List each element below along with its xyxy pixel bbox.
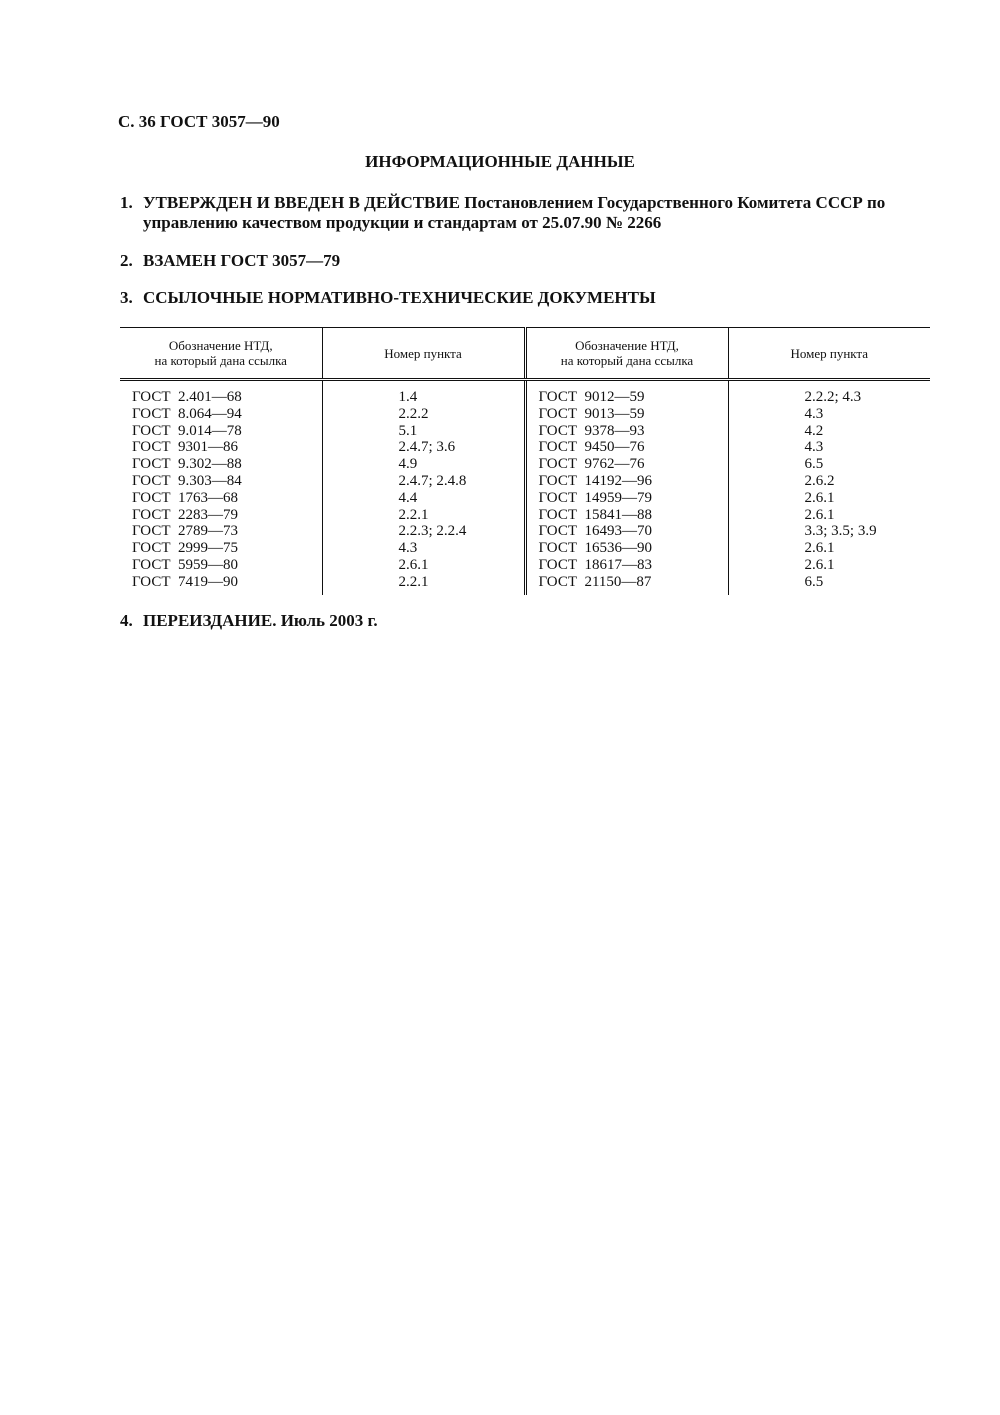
cell-clause: 2.6.2 [728,473,930,490]
cell-document: ГОСТ 9012—59 [525,380,728,406]
table-row [120,423,930,440]
item-text: Постановлением Государственного Комитета СССР по [459,193,886,212]
table-row [120,490,930,507]
item-heading: ССЫЛОЧНЫЕ НОРМАТИВНО-ТЕХНИЧЕСКИЕ ДОКУМЕНТЫ [143,288,656,307]
cell-document: ГОСТ 9378—93 [525,423,728,440]
table-row [120,507,930,524]
cell-clause: 2.4.7; 2.4.8 [322,473,525,490]
item-heading: ПЕРЕИЗДАНИЕ. [143,611,277,630]
item-number: 1. [120,193,133,212]
header-clause [728,328,930,380]
cell-document: ГОСТ 16493—70 [525,523,728,540]
cell-clause: 2.6.1 [728,557,930,574]
cell-clause: 2.2.1 [322,507,525,524]
item-approved [120,193,935,233]
cell-clause: 2.6.1 [322,557,525,574]
table-row [120,523,930,540]
document-title: ИНФОРМАЦИОННЫЕ ДАННЫЕ [365,152,635,171]
item-heading: ВЗАМЕН ГОСТ 3057—79 [143,251,341,270]
cell-clause: 4.2 [728,423,930,440]
table-row [120,406,930,423]
header-document-label: Обозначение НТД, на который дана ссылка [154,338,287,368]
cell-document: ГОСТ 9.014—78 [132,422,242,439]
cell-document: ГОСТ 21150—87 [525,574,728,595]
cell-clause: 2.2.2; 4.3 [728,380,930,406]
cell-document: ГОСТ 1763—68 [132,489,238,506]
cell-document: ГОСТ 7419—90 [132,573,238,590]
cell-document: ГОСТ 16536—90 [525,540,728,557]
cell-document: ГОСТ 9.302—88 [132,456,242,473]
references-table [120,327,930,595]
cell-document: ГОСТ 8.064—94 [132,405,242,422]
cell-clause: 4.3 [728,406,930,423]
table-header-row [120,328,930,380]
cell-clause: 4.9 [322,456,525,473]
cell-clause: 2.2.2 [322,406,525,423]
item-number: 4. [120,611,133,630]
header-document [120,328,322,380]
cell-document: ГОСТ 2.401—68 [132,389,242,405]
cell-clause: 2.6.1 [728,540,930,557]
item-text-continued: управлению качеством продукции и стандартам от 25.07.90 № 2266 [143,213,662,232]
cell-document: ГОСТ 2789—73 [132,523,238,540]
cell-clause: 2.2.1 [322,574,525,595]
table-row [120,380,930,406]
cell-document: ГОСТ 15841—88 [525,507,728,524]
cell-clause: 2.2.3; 2.2.4 [322,523,525,540]
item-replaces [120,251,935,271]
cell-document: ГОСТ 9762—76 [525,456,728,473]
page-header: С. 36 ГОСТ 3057—90 [118,112,280,131]
cell-document: ГОСТ 14192—96 [525,473,728,490]
item-heading: УТВЕРЖДЕН И ВВЕДЕН В ДЕЙСТВИЕ [143,193,460,212]
cell-document: ГОСТ 5959—80 [132,556,238,573]
cell-clause: 4.4 [322,490,525,507]
header-clause-label: Номер пункта [790,345,869,361]
cell-document: ГОСТ 9450—76 [525,439,728,456]
cell-clause: 1.4 [322,380,525,406]
cell-document: ГОСТ 9301—86 [132,439,238,456]
cell-clause: 6.5 [728,574,930,595]
table-body [120,380,930,595]
cell-clause: 4.3 [728,439,930,456]
table-row [120,456,930,473]
cell-document: ГОСТ 2283—79 [132,506,238,523]
item-reissue [120,611,935,631]
cell-document: ГОСТ 9013—59 [525,406,728,423]
header-clause [322,328,525,380]
table-row [120,439,930,456]
cell-clause: 3.3; 3.5; 3.9 [728,523,930,540]
cell-clause: 2.6.1 [728,507,930,524]
item-text: Июль 2003 г. [276,611,378,630]
cell-document: ГОСТ 14959—79 [525,490,728,507]
item-number: 2. [120,251,133,270]
cell-clause: 6.5 [728,456,930,473]
table-row [120,557,930,574]
cell-clause: 2.6.1 [728,490,930,507]
header-clause-label: Номер пункта [384,345,462,361]
item-number: 3. [120,288,133,307]
cell-clause: 4.3 [322,540,525,557]
cell-document: ГОСТ 9.303—84 [132,472,242,489]
cell-clause: 5.1 [322,423,525,440]
table-row [120,473,930,490]
header-document-label: Обозначение НТД, на который дана ссылка [560,338,694,368]
cell-document: ГОСТ 2999—75 [132,540,238,557]
item-references [120,288,935,308]
cell-clause: 2.4.7; 3.6 [322,439,525,456]
header-document [525,328,728,380]
table-row [120,540,930,557]
table-row [120,574,930,595]
cell-document: ГОСТ 18617—83 [525,557,728,574]
